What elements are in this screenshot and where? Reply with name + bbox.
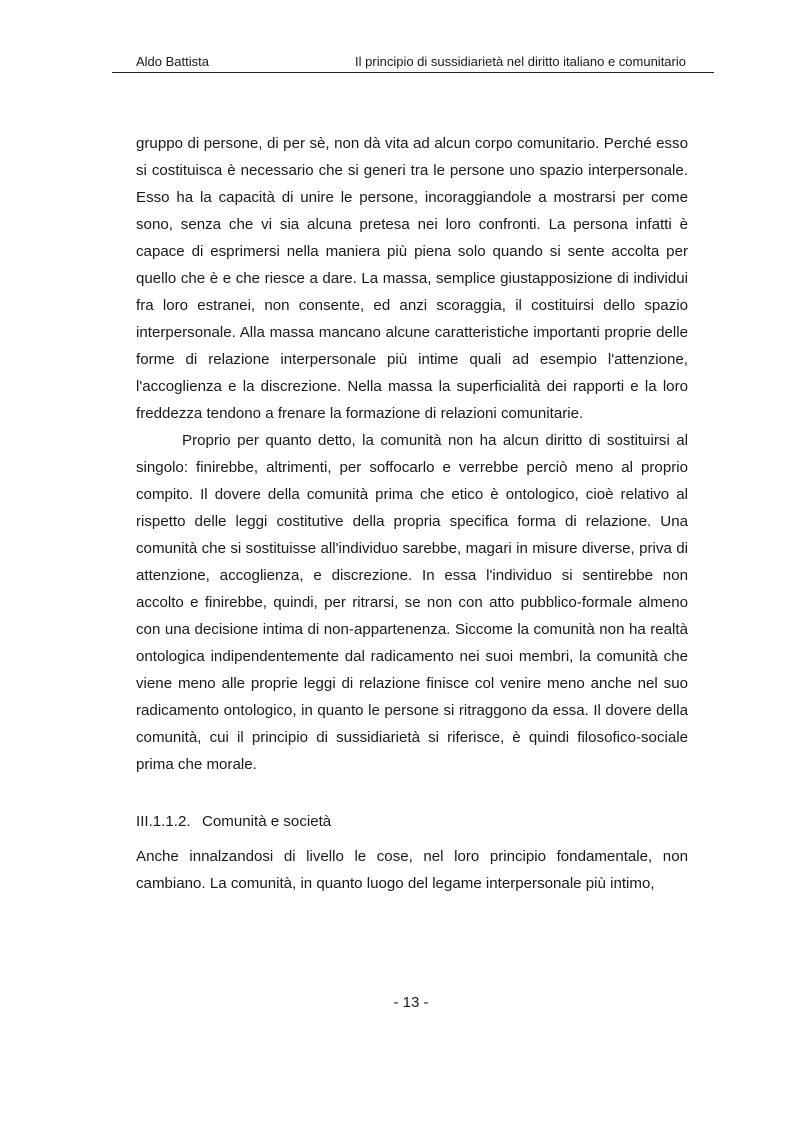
page-number: - 13 - — [393, 994, 429, 1011]
section-number: III.1.1.2. — [136, 813, 191, 830]
header-rule — [112, 72, 714, 73]
running-header — [136, 54, 686, 70]
paragraph: gruppo di persone, di per sè, non dà vita ad alcun corpo comunitario. Perché esso si costituisca è necessario che si generi tra le persone uno spazio interpersonale. Esso ha la capacità di unire le persone, incoraggiandole a mostrarsi per come sono, senza che vi sia alcuna pretesa nei loro confronti. La persona infatti è capace di esprimersi nella maniera più piena solo quando si sente accolta per quello che è e che riesce a dare. La massa, semplice giustapposizione di individui fra loro estranei, non consente, ed anzi scoraggia, il costituirsi dello spazio interpersonale. Alla massa mancano alcune caratteristiche importanti proprie delle forme di relazione interpersonale più intime quali ad esempio l'attenzione, l'accoglienza e la discrezione. Nella massa la superficialità dei rapporti e la loro freddezza tendono a frenare la formazione di relazioni comunitarie. — [136, 135, 688, 422]
section-title: Comunità e società — [202, 813, 332, 830]
header-author: Aldo Battista — [136, 54, 209, 69]
header-title: Il principio di sussidiarietà nel diritto italiano e comunitario — [355, 54, 686, 69]
section-heading — [136, 808, 688, 835]
page-body — [136, 130, 688, 897]
paragraph: Proprio per quanto detto, la comunità non ha alcun diritto di sostituirsi al singolo: finirebbe, altrimenti, per soffocarlo e verrebbe perciò meno al proprio compito. Il dovere della comunità prima che etico è ontologico, cioè relativo al rispetto delle leggi costitutive della propria specifica forma di relazione. Una comunità che si sostituisse all'individuo sarebbe, magari in misure diverse, priva di attenzione, accoglienza, e discrezione. In essa l'individuo si sentirebbe non accolto e finirebbe, quindi, per ritrarsi, se non con atto pubblico-formale almeno con una decisione intima di non-appartenenza. Siccome la comunità non ha realtà ontologica indipendentemente dal radicamento nei suoi membri, la comunità che viene meno alle proprie leggi di relazione finisce col venire meno anche nel suo radicamento ontologico, in quanto le persone si ritraggono da essa. Il dovere della comunità, cui il principio di sussidiarietà si riferisce, è quindi filosofico-sociale prima che morale. — [136, 432, 688, 773]
paragraph: Anche innalzandosi di livello le cose, nel loro principio fondamentale, non cambiano. La comunità, in quanto luogo del legame interpersonale più intimo, — [136, 848, 688, 892]
